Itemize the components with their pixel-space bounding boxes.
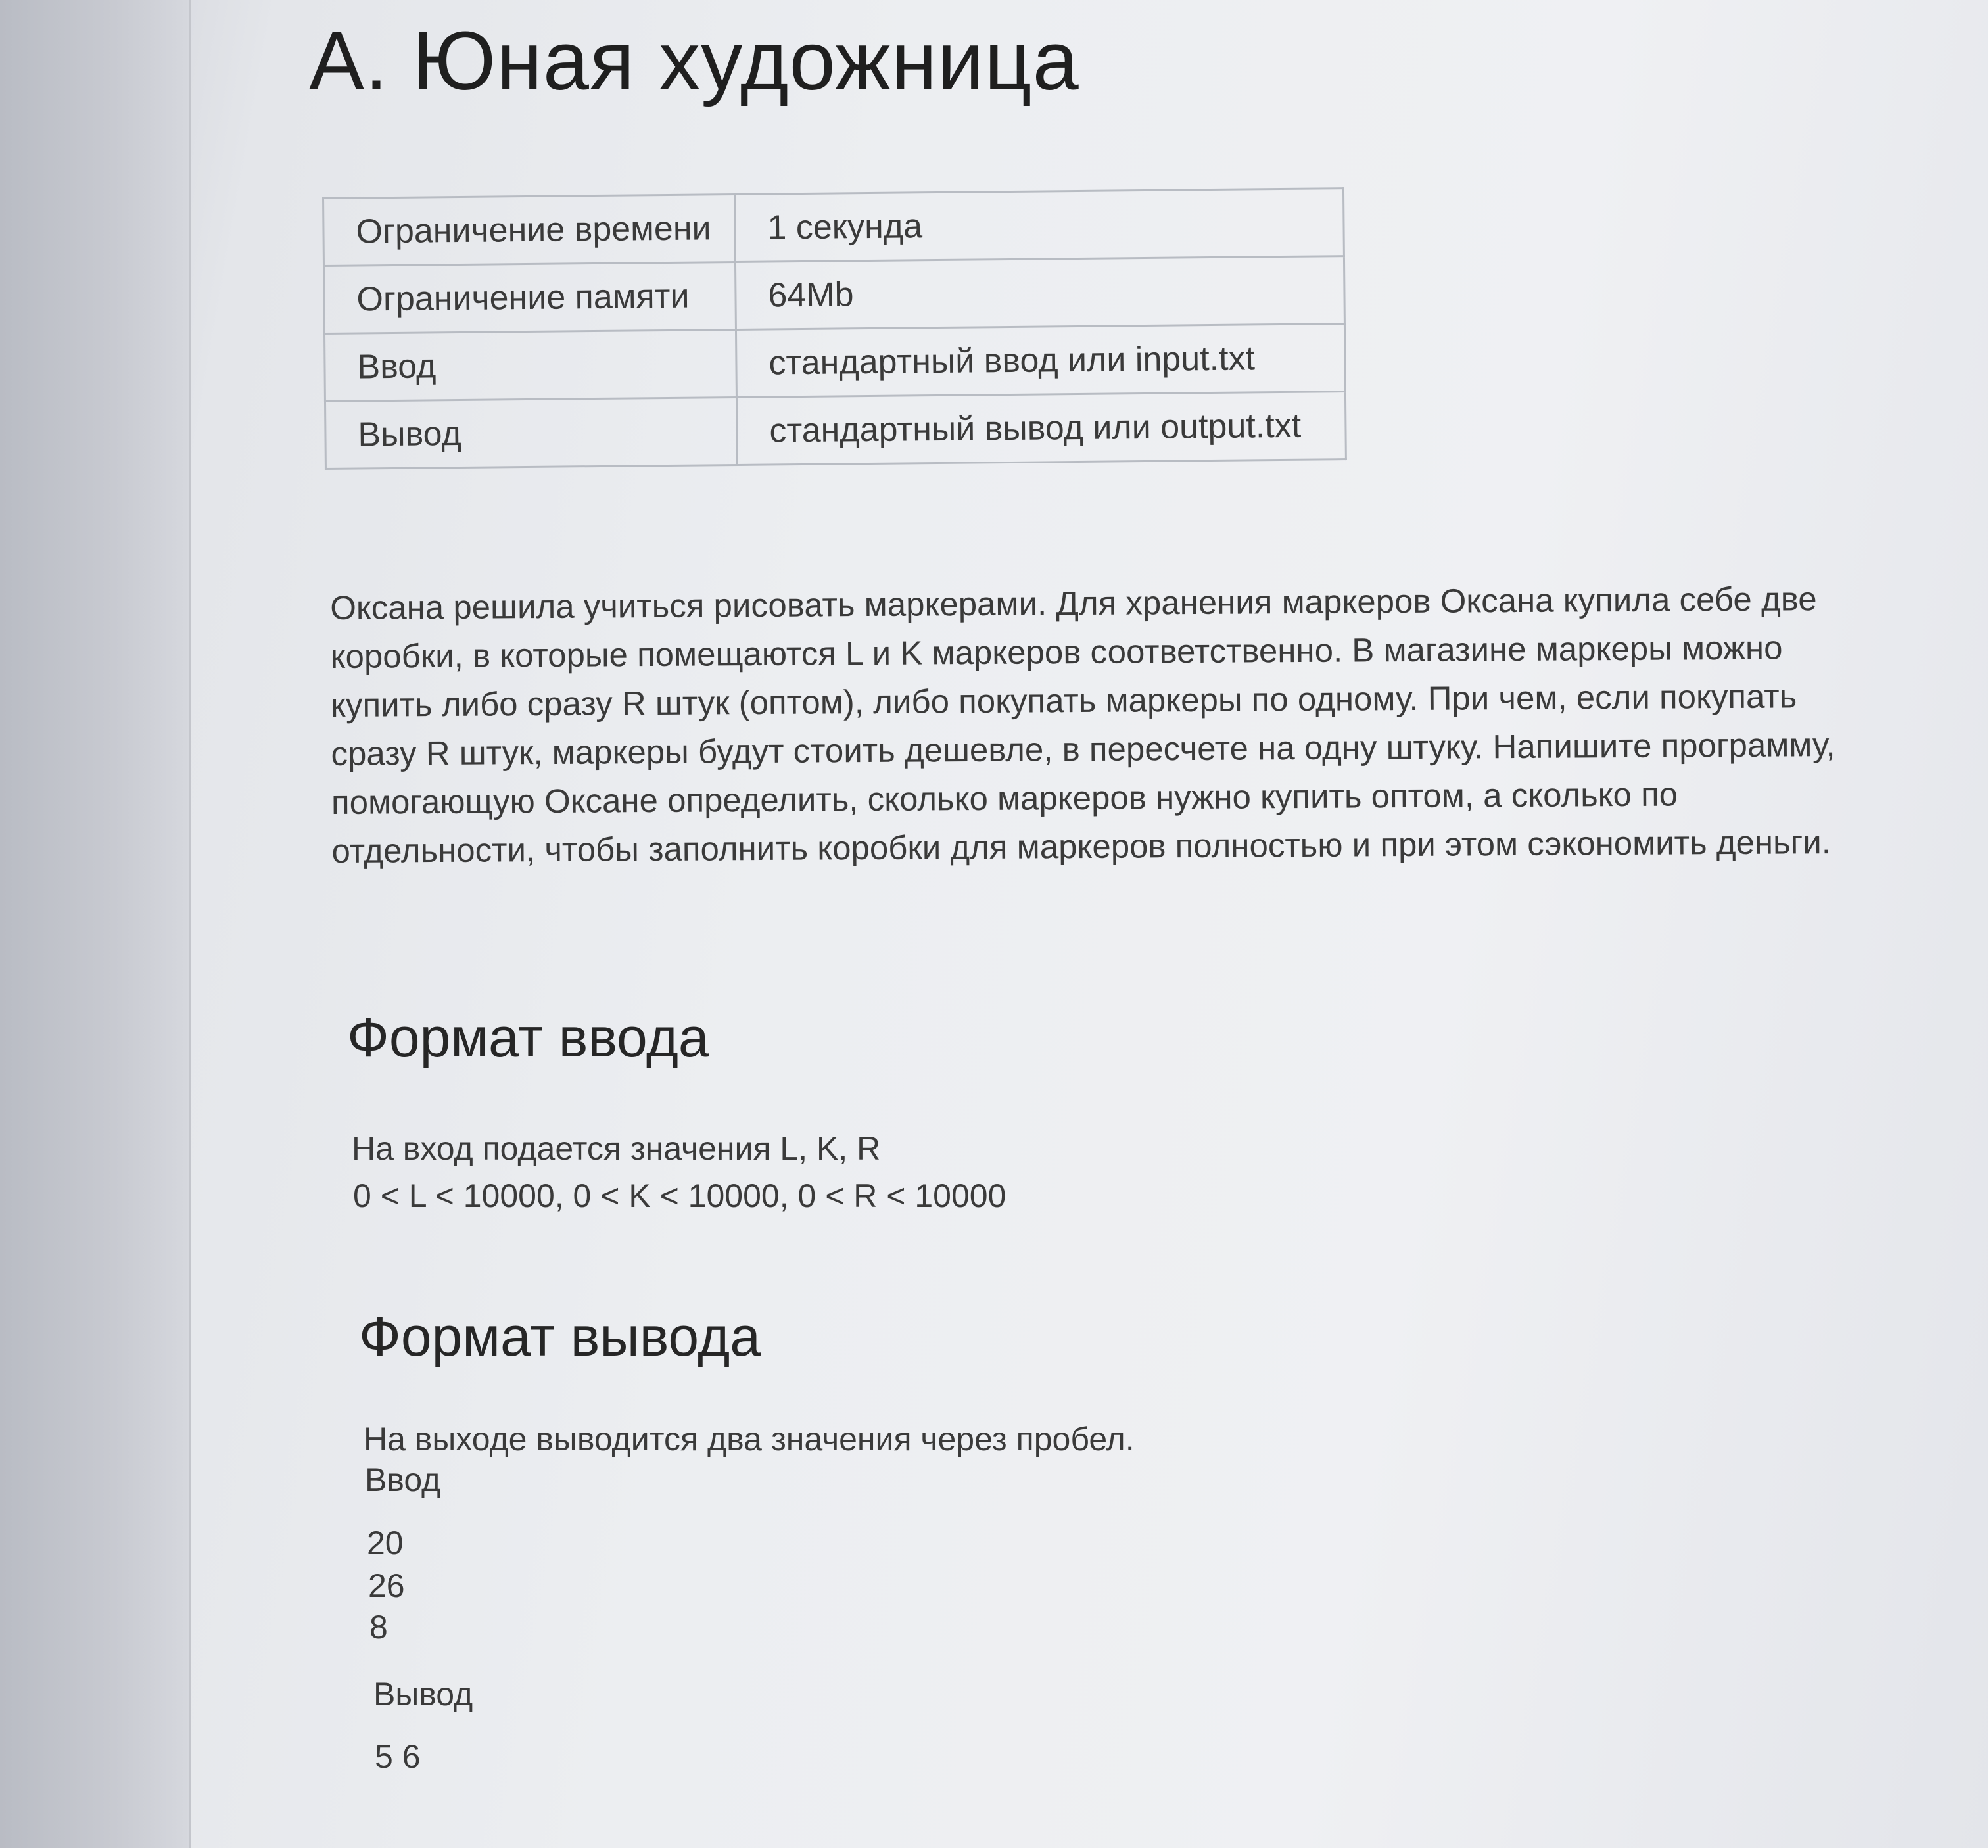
example-output-label: Вывод xyxy=(373,1676,473,1713)
example-input-label: Ввод xyxy=(365,1461,441,1498)
limit-value: стандартный ввод или input.txt xyxy=(736,324,1345,398)
limits-row xyxy=(324,324,1345,402)
example-input-line: 8 xyxy=(369,1609,388,1646)
limit-label: Ограничение времени xyxy=(323,194,736,266)
input-constraints: 0 < L < 10000, 0 < K < 10000, 0 < R < 10000 xyxy=(353,1177,1006,1214)
output-format-description: На выходе выводится два значения через пробел. xyxy=(364,1421,1135,1457)
input-format-description: На вход подается значения L, K, R xyxy=(352,1130,881,1167)
problem-statement: Оксана решила учиться рисовать маркерами. Для хранения маркеров Оксана купила себе две коробки, в которые помещаются L и K маркеров соответственно. В магазине маркеры можно купить либо сразу R штук (оптом), либо покупать маркеры по одному. При чем, если покупать сразу R штук, маркеры будут стоить дешевле, в пересчете на одну штуку. Напишите программу, помогающую Оксане определить, сколько маркеров нужно купить оптом, а сколько по отдельности, чтобы заполнить коробки для маркеров полностью и при этом сэкономить деньги. xyxy=(330,580,1835,870)
limit-label: Вывод xyxy=(325,397,737,469)
input-format-heading: Формат ввода xyxy=(347,1007,709,1068)
limits-row xyxy=(324,256,1345,334)
limits-row xyxy=(325,392,1346,469)
output-format-heading: Формат вывода xyxy=(359,1306,761,1367)
limit-value: стандартный вывод или output.txt xyxy=(736,392,1346,465)
example-input-line: 26 xyxy=(368,1567,405,1604)
example-output: 5 6 xyxy=(375,1738,421,1775)
example-input-line: 20 xyxy=(367,1525,404,1561)
limit-value: 64Mb xyxy=(735,256,1344,330)
limit-label: Ограничение памяти xyxy=(324,262,736,333)
limit-value: 1 секунда xyxy=(734,189,1344,262)
limits-row xyxy=(323,189,1344,266)
limit-label: Ввод xyxy=(324,329,736,401)
problem-title: A. Юная художница xyxy=(309,14,1079,107)
limits-table xyxy=(322,187,1347,470)
